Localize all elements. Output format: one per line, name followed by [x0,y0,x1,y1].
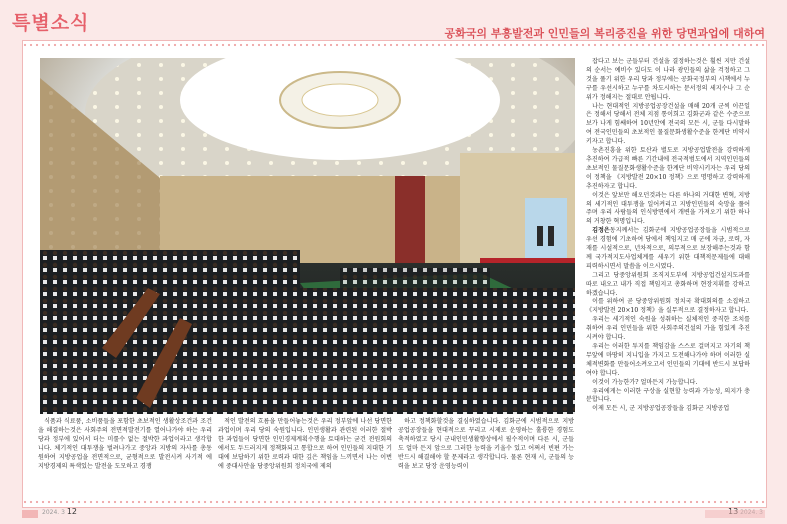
paragraph: 하고 정책화할것을 결심하였습니다. 김화군에 시범적으로 지방공업공장들을 현대적으로 꾸리고 시제로 운영하는 훌륭한 경험도 축적하였고 당시 군내인민생활향상에서 필수적이며 다른 시, 군들도 얼마 든지 앞으로 그러한 능력을 키울수 있고 어쩌서 빈편 가는 반드시 해결해야 할 문제라고 생각합니다. 물론 현재 시, 군들의 능력을 보고 당장 운영능력이 [398,418,574,470]
paragraph: 나는 현대적인 지방공업공장건설을 매해 20개 군씩 이끈일은 정해서 당해서 전체 지점 통이희고 김화군과 같은 수준으로 보가 나게 힘쌔하여 10년안에 전국의 모든 시, 군들 다시말하여 전국인민들의 초보적인 물질문화생활수준을 한계단 비약시키자고 합니다. [586,102,750,146]
text-column-2 [218,418,392,471]
assembly-hall-photo [38,56,577,416]
paragraph: 이를 위하여 곧 당중앙위원회 정치국 확대회의를 소집하고 《지방발전 20×10 정책》을 실무적으로 결정하자고 합니다. [586,298,750,315]
special-news-badge: 특별소식 [12,12,90,34]
paragraph: 우리는 세기적인 숙원을 성취하는 실체적인 중직한 조치를 취하여 우리 인민들을 위한 사회주의건설의 가을 힘있게 추진시켜야 합니다. [586,316,750,342]
paragraph: 이것은 앞보만 해오던것과는 다른 하나의 거대한 변혁, 지방의 세기적인 대투쟁을 일어켜리고 지방인민들의 숙망을 풀어주며 우리 사람들의 인식방면에서 개변을 가져오기 위한 하나의 거창한 혁명입니다. [586,191,750,226]
footer-bar-right [705,510,765,518]
footer-bar-left [22,510,38,518]
paragraph: 우리에게는 이러한 구상을 실현할 능력과 가능성, 의지가 충분합니다. [586,387,750,404]
paragraph: 우리는 이러한 투지를 책임감을 스스로 걸머지고 자기의 책무앞에 마땅히 지니입을 가지고 도전해나가야 하며 이러한 실체적변화를 만들어소켜오고서 인민들의 기대에 반드시 보답하여야 합니다. [586,343,750,377]
paragraph: 식품과 식료품, 소비품들을 포함한 초보적인 생활상조건과 조건을 해결하는것은 사회주의 전면적발전기를 열어나가야 하는 우리 당과 정부에 있어서 더는 미룰수 없는 절박한 과업이라고 생각합니다. 체기적인 대투쟁을 벌려나가고 중앙과 지방의 자사를 총동원하여 지방공업을 전면적으로, 균형적으로 발전시켜 사기적 에 지방경제의 특색있는 발전을 도모하고 경쟁 [38,418,212,470]
text-column-right [586,58,750,414]
footer-left [42,507,77,519]
paragraph: 이제 모든 시, 군 지방공업공장들을 김화군 지방공업 [592,405,730,413]
footer-date: 2024. 3 [42,509,65,516]
top-dotted-border [22,43,765,47]
paragraph: 농촌진흥을 위한 토산과 별도로 지방공업발전을 강력하게 추진하여 가급적 빠른 기간내에 전국적범도에서 지역인민들의 초보적인 물질문화생활수준을 한계단 비약시키자는 우리 당의 이 정책을 《지방발전 20×10 정책》으로 명명하고 강력하게 추진하자고 합니다. [586,147,750,190]
bottom-dotted-border [22,500,765,504]
text-column-1 [38,418,212,471]
paragraph: 적인 발전의 흐름을 만들어놓는것은 우리 정부앞에 나선 당면한 과업이며 우리 당의 숙원입니다. 인민생활과 관련된 이러한 절박한 과업들이 당면한 인민경제계획수행을 토대하는 굳건 전원회의에서도 두드러지게 정책화되고 통합으로 하여 인민들의 지대한 기대에 보답하기 위한 로력과 대한 깊은 책임을 느끼면서 나는 이번에 중대사안을 당중앙위원회 정치국에 제의 [218,418,392,470]
page-number: 12 [66,507,78,516]
paragraph: 김정은동지께서는 김화군에 지방공업공장들을 시범적으로 우선 경험에 기초하여 당에서 책임지고 매 군에 자금, 로력, 자재를 시설적으로, 년차적으로, 의무적으로 보장해주는것과 함께 국가적지도사업체계를 세우기 위한 대책적문제들에 대해 피력하시면서 말씀을 이으시였다. [586,227,750,270]
article-title: 공화국의 부흥발전과 인민들의 복리증진을 위한 당면과업에 대하여 [444,27,765,40]
paragraph: 이것이 가능한가? 얼마든지 가능합니다. [592,378,698,386]
paragraph: 그리고 당중앙위원회 조직지도부에 지방공업건설지도과를 따로 내오고 내가 직접 책임지고 총화하며 현장지휘를 강하고 하겠습니다. [586,271,750,297]
paragraph: 잡다고 보는 군들부터 건설을 결정하는것은 훨씬 지만 건설의 순서는 예비수 있더도 이 나라 광민들의 삶을 걱정하고 그것을 풀기 위한 우리 당과 정부에는 공화국정부의 시책에서 누구를 우선시하고 누구를 차도시하는 문서정의 세지수나 그 순위가 정해지는 절대로 안됩니다. [586,58,750,101]
text-column-3 [398,418,574,471]
